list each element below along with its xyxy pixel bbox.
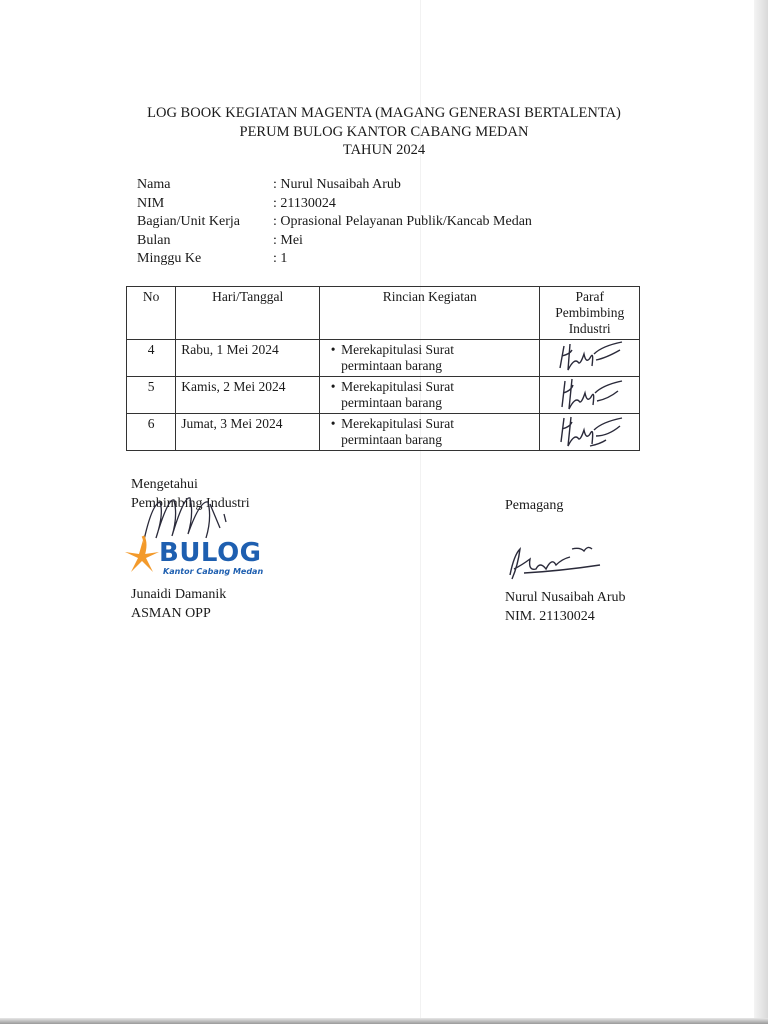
info-label: Minggu Ke [137, 251, 202, 266]
intern-role: Pemagang [505, 498, 564, 513]
row-date: Jumat, 3 Mei 2024 [176, 414, 320, 451]
info-value: : 1 [273, 251, 288, 266]
header-activity: Rincian Kegiatan [320, 287, 540, 340]
supervisor-title: ASMAN OPP [131, 605, 211, 621]
table-row [127, 414, 640, 451]
row-signature [540, 377, 640, 414]
info-row-nim [137, 195, 532, 214]
activity-line: permintaan barang [341, 432, 442, 447]
row-signature [540, 414, 640, 451]
row-date: Rabu, 1 Mei 2024 [176, 340, 320, 377]
header-no: No [127, 287, 176, 340]
row-activity [320, 340, 540, 377]
info-row-name [137, 176, 532, 195]
row-no: 5 [127, 377, 176, 414]
intern-name: Nurul Nusaibah Arub [505, 590, 626, 605]
initials-signature-icon [550, 414, 630, 448]
info-label: Bagian/Unit Kerja [137, 214, 241, 229]
header-line-1: LOG BOOK KEGIATAN MAGENTA (MAGANG GENERASI BERTALENTA) [147, 105, 621, 121]
intern-signer [505, 589, 626, 626]
info-value: : Oprasional Pelayanan Publik/Kancab Medan [273, 214, 532, 229]
supervisor-role: Pembimbing Industri [131, 495, 250, 511]
activity-line: Merekapitulasi Surat [341, 342, 454, 357]
row-no: 6 [127, 414, 176, 451]
logo-subtext: Kantor Cabang Medan [163, 567, 264, 576]
header-line-2: PERUM BULOG KANTOR CABANG MEDAN [239, 123, 529, 140]
initials-signature-icon [550, 377, 630, 411]
bulog-logo-icon [123, 534, 163, 578]
table-row [127, 377, 640, 414]
header-line-3: TAHUN 2024 [342, 142, 426, 158]
activity-line: permintaan barang [341, 358, 442, 373]
intern-signature-icon [500, 535, 610, 585]
activity-line: Merekapitulasi Surat [341, 416, 454, 431]
header-date: Hari/Tanggal [176, 287, 320, 340]
info-value: : 21130024 [273, 195, 336, 211]
activity-line: permintaan barang [341, 395, 442, 410]
info-label: NIM [137, 195, 165, 211]
header-sign: Paraf Pembimbing Industri [540, 287, 640, 340]
acknowledge-label: Mengetahui [131, 477, 198, 492]
table-header-row [127, 287, 640, 340]
info-row-unit [137, 213, 532, 232]
row-activity [320, 377, 540, 414]
bulog-logo [123, 532, 273, 582]
bullet-mark: • [330, 342, 336, 357]
document-header [0, 104, 768, 160]
supervisor-signer [131, 586, 226, 623]
info-value: : Nurul Nusaibah Arub [273, 177, 401, 192]
bullet-mark: • [330, 416, 336, 431]
activity-line: Merekapitulasi Surat [341, 379, 454, 394]
supervisor-name: Junaidi Damanik [131, 587, 227, 602]
logo-text: BULOG [159, 538, 262, 568]
identity-info [137, 176, 532, 269]
initials-signature-icon [550, 340, 630, 374]
activity-log-table [126, 286, 640, 451]
info-row-week [137, 250, 532, 269]
intern-role-block [505, 497, 563, 516]
info-value: : Mei [273, 232, 303, 248]
page-bottom-shadow [0, 1018, 768, 1024]
row-activity [320, 414, 540, 451]
row-signature [540, 340, 640, 377]
bullet-mark: • [330, 379, 336, 394]
table-row [127, 340, 640, 377]
row-date: Kamis, 2 Mei 2024 [176, 377, 320, 414]
info-label: Nama [137, 177, 171, 192]
intern-nim: NIM. 21130024 [505, 608, 595, 624]
info-label: Bulan [137, 232, 171, 248]
row-no: 4 [127, 340, 176, 377]
info-row-month [137, 232, 532, 251]
